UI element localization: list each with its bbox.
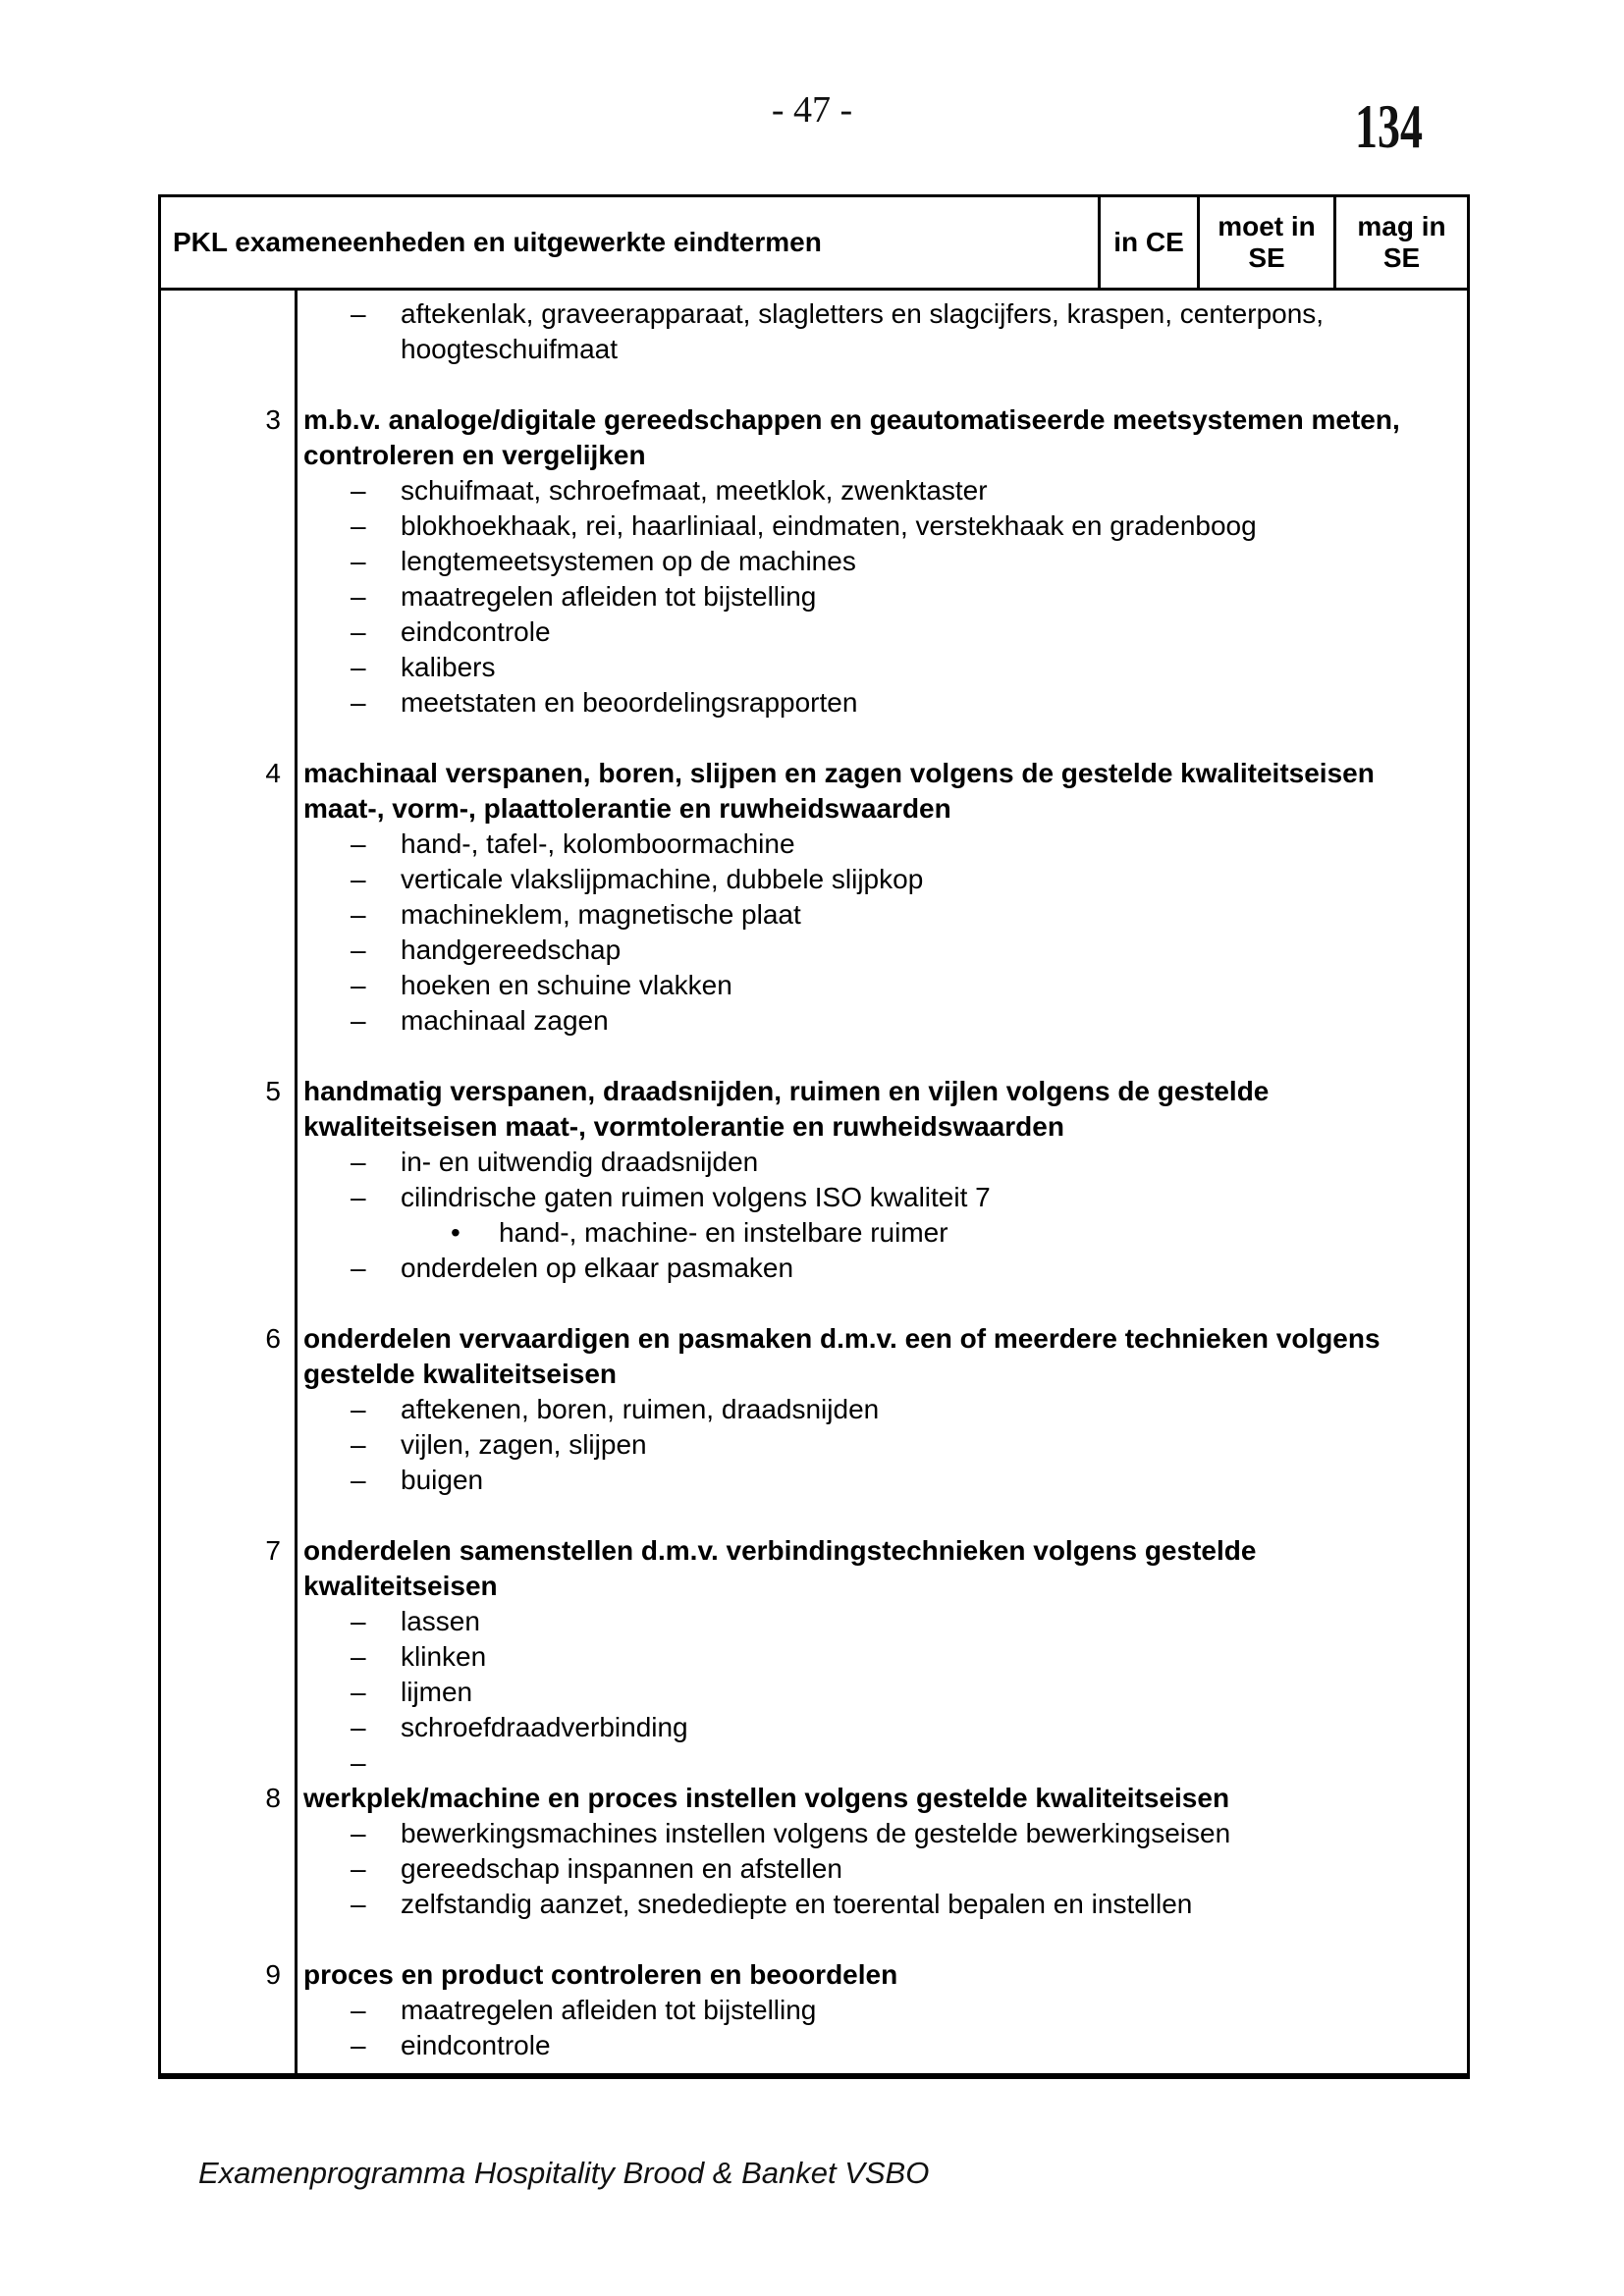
exam-item (161, 1533, 1467, 1781)
item-heading-line: machinaal verspanen, boren, slijpen en zagen volgens de gestelde kwaliteitseisen (303, 758, 1375, 788)
item-heading-line: onderdelen samenstellen d.m.v. verbindingstechnieken volgens gestelde (303, 1535, 1257, 1566)
bullet-dash-marker: – (351, 899, 366, 930)
table-header-in-ce: in CE (1098, 197, 1197, 288)
bullet-dash-marker: – (351, 970, 366, 1000)
bullet-text (401, 544, 1467, 579)
item-content (303, 1781, 1467, 1922)
bullet-text-line: klinken (401, 1641, 487, 1672)
bullet-dash-marker: – (351, 1747, 366, 1778)
bullet-item (303, 897, 1467, 933)
bullet-dash-marker: – (351, 864, 366, 894)
item-number: 3 (265, 404, 281, 435)
bullet-item (303, 650, 1467, 685)
bullet-dot-marker: • (451, 1217, 460, 1248)
bullet-text (401, 1180, 1467, 1215)
exam-item (161, 1781, 1467, 1922)
bullet-item (303, 862, 1467, 897)
bullet-text-line: maatregelen afleiden tot bijstelling (401, 581, 817, 612)
bullet-text-line: schroefdraadverbinding (401, 1712, 688, 1742)
bullet-text-line: eindcontrole (401, 2030, 551, 2060)
item-number: 7 (265, 1535, 281, 1566)
bullet-text-line: lassen (401, 1606, 480, 1636)
bullet-text-line: lengtemeetsystemen op de machines (401, 546, 856, 576)
bullet-text-line: hoeken en schuine vlakken (401, 970, 732, 1000)
bullet-dash-marker: – (351, 1853, 366, 1884)
bullet-text-line: in- en uitwendig draadsnijden (401, 1147, 759, 1177)
item-content (303, 1321, 1467, 1498)
bullet-text-line: kalibers (401, 652, 496, 682)
item-number: 8 (265, 1783, 281, 1813)
bullet-text-line: hoogteschuifmaat (401, 334, 619, 364)
bullet-item (303, 685, 1467, 721)
bullet-text (401, 1145, 1467, 1180)
bullet-item (303, 968, 1467, 1003)
item-heading-line: handmatig verspanen, draadsnijden, ruimen en vijlen volgens de gestelde (303, 1076, 1270, 1106)
bullet-text (401, 897, 1467, 933)
table-header-mag-in-se: mag in SE (1333, 197, 1467, 288)
bullet-text (401, 1816, 1467, 1851)
bullet-item (303, 1251, 1467, 1286)
item-heading-line: controleren en vergelijken (303, 440, 646, 470)
bullet-text-line: hand-, machine- en instelbare ruimer (499, 1217, 948, 1248)
bullet-dash-marker: – (351, 1712, 366, 1742)
bullet-item (303, 1145, 1467, 1180)
bullet-text-line: machinaal zagen (401, 1005, 609, 1036)
bullet-text (401, 685, 1467, 721)
bullet-text-line: schuifmaat, schroefmaat, meetklok, zwenktaster (401, 475, 988, 506)
bullet-item (303, 1003, 1467, 1039)
bullet-text-line: onderdelen op elkaar pasmaken (401, 1253, 794, 1283)
bullet-text-line: machineklem, magnetische plaat (401, 899, 801, 930)
bullet-dash-marker: – (351, 298, 366, 329)
bullet-item (303, 1993, 1467, 2028)
bullet-dash-marker: – (351, 2030, 366, 2060)
bullet-item (303, 1180, 1467, 1215)
item-content (303, 296, 1467, 367)
bullet-text (401, 1003, 1467, 1039)
bullet-dash-marker: – (351, 1995, 366, 2025)
exam-item (161, 402, 1467, 721)
bullet-item (303, 1745, 1467, 1781)
bullet-text-line: buigen (401, 1465, 484, 1495)
bullet-dash-marker: – (351, 546, 366, 576)
bullet-item (303, 1604, 1467, 1639)
item-content (303, 402, 1467, 721)
bullet-text (401, 614, 1467, 650)
bullet-text-line: handgereedschap (401, 934, 622, 965)
bullet-dash-marker: – (351, 1253, 366, 1283)
bullet-dash-marker: – (351, 475, 366, 506)
table-header-title: PKL exameneenheden en uitgewerkte eindtermen (173, 226, 822, 257)
bullet-text-line: aftekenen, boren, ruimen, draadsnijden (401, 1394, 880, 1424)
bullet-dash-marker: – (351, 1147, 366, 1177)
bullet-text (401, 968, 1467, 1003)
bullet-item (303, 1215, 1467, 1251)
bullet-item (303, 1463, 1467, 1498)
item-number (161, 296, 281, 367)
bullet-dash-marker: – (351, 687, 366, 718)
bullet-dash-marker: – (351, 1677, 366, 1707)
exam-item (161, 1957, 1467, 2063)
footer-exam-program: Examenprogramma Hospitality Brood & Banket VSBO (198, 2156, 930, 2190)
bullet-item (303, 1887, 1467, 1922)
table-header-row (161, 197, 1467, 291)
bullet-dash-marker: – (351, 1818, 366, 1848)
table-body-content (161, 291, 1467, 2073)
bullet-text (401, 1392, 1467, 1427)
bullet-text (401, 2028, 1467, 2063)
table-header-moet-in-se: moet in SE (1197, 197, 1333, 288)
bullet-text (401, 1887, 1467, 1922)
item-number: 6 (265, 1323, 281, 1354)
bullet-text (401, 1427, 1467, 1463)
bullet-item (303, 614, 1467, 650)
eindtermen-table (158, 194, 1470, 2079)
item-heading-line: kwaliteitseisen maat-, vormtolerantie en ruwheidswaarden (303, 1111, 1064, 1142)
item-heading-line: maat-, vorm-, plaattolerantie en ruwheidswaarden (303, 793, 951, 824)
exam-item (161, 296, 1467, 367)
exam-item (161, 756, 1467, 1039)
bullet-text (401, 1251, 1467, 1286)
bullet-item (303, 1675, 1467, 1710)
bullet-dash-marker: – (351, 581, 366, 612)
bullet-text (401, 1710, 1467, 1745)
bullet-text-line: aftekenlak, graveerapparaat, slagletters en slagcijfers, kraspen, centerpons, (401, 298, 1325, 329)
bullet-text-line: cilindrische gaten ruimen volgens ISO kwaliteit 7 (401, 1182, 991, 1212)
bullet-item (303, 1639, 1467, 1675)
bullet-text-line: eindcontrole (401, 616, 551, 647)
bullet-text-line: meetstaten en beoordelingsrapporten (401, 687, 858, 718)
bullet-text-line: vijlen, zagen, slijpen (401, 1429, 647, 1460)
item-content (303, 756, 1467, 1039)
bullet-item (303, 508, 1467, 544)
bullet-text (401, 933, 1467, 968)
item-heading-line: proces en product controleren en beoordelen (303, 1959, 898, 1990)
item-heading-line: gestelde kwaliteitseisen (303, 1359, 618, 1389)
bullet-text (401, 650, 1467, 685)
item-content (303, 1533, 1467, 1781)
item-number: 9 (265, 1959, 281, 1990)
bullet-text-line: maatregelen afleiden tot bijstelling (401, 1995, 817, 2025)
bullet-dash-marker: – (351, 828, 366, 859)
bullet-dash-marker: – (351, 1429, 366, 1460)
item-heading-line: kwaliteitseisen (303, 1571, 498, 1601)
item-content (303, 1074, 1467, 1286)
bullet-dash-marker: – (351, 1394, 366, 1424)
bullet-item (303, 933, 1467, 968)
bullet-text (401, 1851, 1467, 1887)
item-number: 5 (265, 1076, 281, 1106)
bullet-text (401, 579, 1467, 614)
bullet-dash-marker: – (351, 934, 366, 965)
bullet-item (303, 1710, 1467, 1745)
bullet-dash-marker: – (351, 1465, 366, 1495)
item-number: 4 (265, 758, 281, 788)
bullet-text-line: zelfstandig aanzet, snedediepte en toerental bepalen en instellen (401, 1889, 1193, 1919)
bullet-text (401, 1745, 1467, 1781)
bullet-dash-marker: – (351, 1641, 366, 1672)
bullet-item (303, 579, 1467, 614)
bullet-dash-marker: – (351, 510, 366, 541)
bullet-item (303, 1851, 1467, 1887)
stamp-page-number: 134 (1355, 92, 1423, 161)
bullet-text-line: lijmen (401, 1677, 473, 1707)
bullet-item (303, 473, 1467, 508)
bullet-text (401, 1463, 1467, 1498)
bullet-text-line: bewerkingsmachines instellen volgens de gestelde bewerkingseisen (401, 1818, 1231, 1848)
bullet-text (401, 473, 1467, 508)
bullet-item (303, 827, 1467, 862)
bullet-text (401, 1639, 1467, 1675)
bullet-item (303, 296, 1467, 367)
bullet-text (401, 1604, 1467, 1639)
bullet-dash-marker: – (351, 652, 366, 682)
page-number: - 47 - (771, 89, 853, 131)
exam-item (161, 1321, 1467, 1498)
bullet-text (401, 296, 1467, 367)
bullet-text (401, 862, 1467, 897)
bullet-dash-marker: – (351, 616, 366, 647)
item-content (303, 1957, 1467, 2063)
bullet-dash-marker: – (351, 1889, 366, 1919)
bullet-text-line: gereedschap inspannen en afstellen (401, 1853, 842, 1884)
bullet-text (401, 1993, 1467, 2028)
bullet-item (303, 544, 1467, 579)
bullet-text-line: verticale vlakslijpmachine, dubbele slijpkop (401, 864, 924, 894)
bullet-text (401, 827, 1467, 862)
item-heading-line: werkplek/machine en proces instellen volgens gestelde kwaliteitseisen (303, 1783, 1230, 1813)
bullet-text-line: hand-, tafel-, kolomboormachine (401, 828, 795, 859)
bullet-text-line: blokhoekhaak, rei, haarliniaal, eindmaten, verstekhaak en gradenboog (401, 510, 1257, 541)
bullet-dash-marker: – (351, 1005, 366, 1036)
bullet-text (499, 1215, 1467, 1251)
item-heading-line: m.b.v. analoge/digitale gereedschappen en geautomatiseerde meetsystemen meten, (303, 404, 1400, 435)
bullet-dash-marker: – (351, 1182, 366, 1212)
bullet-dash-marker: – (351, 1606, 366, 1636)
bullet-item (303, 1392, 1467, 1427)
bullet-item (303, 1816, 1467, 1851)
bullet-text (401, 508, 1467, 544)
bullet-text (401, 1675, 1467, 1710)
bullet-item (303, 2028, 1467, 2063)
item-heading-line: onderdelen vervaardigen en pasmaken d.m.v. een of meerdere technieken volgens (303, 1323, 1380, 1354)
bullet-item (303, 1427, 1467, 1463)
exam-item (161, 1074, 1467, 1286)
